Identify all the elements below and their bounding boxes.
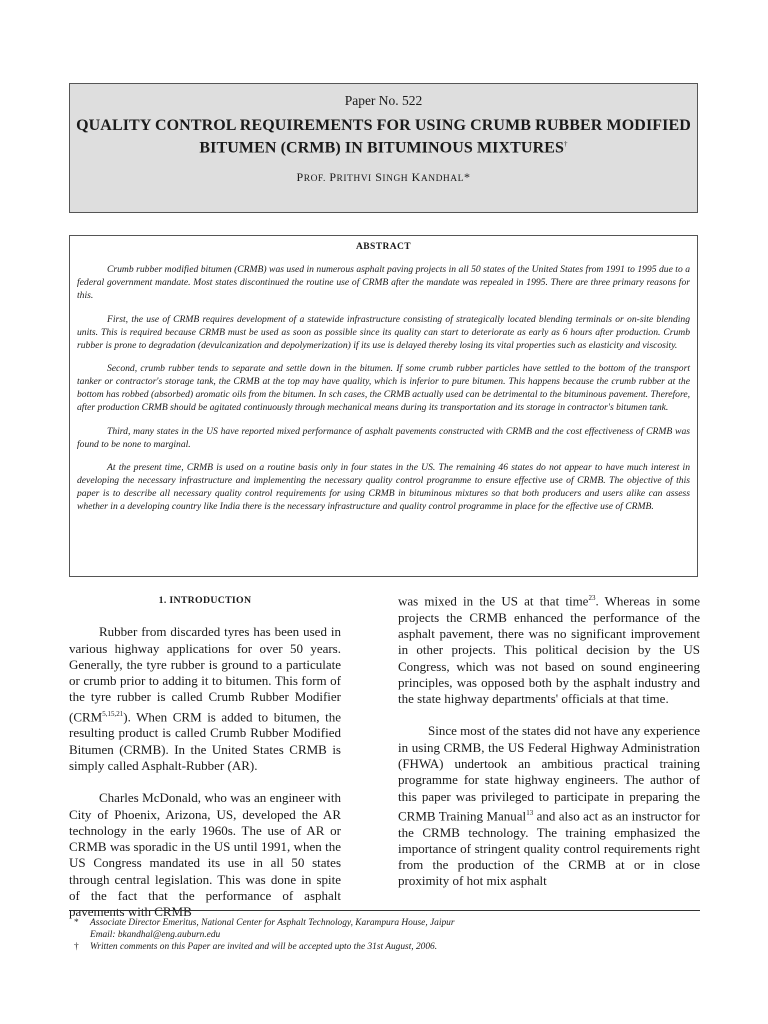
title-block [69,83,698,213]
author-middle-rest: INGH [382,174,409,185]
footnote-author [74,918,694,930]
intro-paragraph-4-text-b: and also act as an instructor for the CRMB technology. The training emphasized the importance of stringent quality control requirements right from the production of the CRMB at or in close proximity of hot mix asphalt [398,808,700,889]
abstract-paragraph-4: Third, many states in the US have reported mixed performance of asphalt pavements constructed with CRMB and the cost effectiveness of CRMB was found to be none to marginal. [77,425,690,450]
abstract-box [69,235,698,577]
section-heading-introduction: 1. INTRODUCTION [158,595,252,606]
abstract-paragraph-2: First, the use of CRMB requires development of a statewide infrastructure consisting of strategically located blending terminals or on-site blending units. This is required because CRMB must be used as soon as possible since its quality can start to deteriorate as early as 6 hours after production. Crumb rubber is prone to degradation (devulcanization and depolymerization) if its use is delayed thereby losing its vital properties such as elasticity and viscosity. [77,313,690,351]
author-first-initial: P [329,170,337,185]
author-line [70,170,697,185]
intro-paragraph-4-text-a: Since most of the states did not have any experience in using CRMB, the US Federal Highway Administration (FHWA) undertook an ambitious practical training programme for state highway engineers. The author of this paper was privileged to participate in preparing the CRMB Training Manual [398,723,700,824]
right-column [398,590,700,906]
abstract-heading: ABSTRACT [356,242,411,252]
footnote-mark-asterisk: * [74,918,79,928]
footnotes [74,918,694,953]
intro-paragraph-4 [398,723,700,889]
footnote-affiliation: Associate Director Emeritus, National Center for Asphalt Technology, Karampura House, Jaipur [90,918,455,928]
author-last-initial: K [411,170,421,185]
intro-paragraph-3 [398,590,700,707]
intro-paragraph-1-text-b: ). When CRM is added to bitumen, the resulting product is called Crumb Rubber Modified Bitumen (CRMB). In the United States CRMB is simply called Asphalt-Rubber (AR). [69,709,341,773]
author-footnote-mark: * [463,170,471,185]
footnote-email: Email: bkandhal@eng.auburn.edu [90,929,221,940]
footnote-comments [74,942,694,954]
author-prefix-rest: ROF. [303,174,326,185]
abstract-paragraph-5: At the present time, CRMB is used on a routine basis only in four states in the US. The remaining 46 states do not appear to have much interest in developing the necessary infrastructure and implementing the necessary quality control programme to ensure effective use of CRMB. The objective of this paper is to describe all necessary quality control requirements for using CRMB in bituminous mixtures so that both producers and users alike can assess whether in a developing country like India there is the necessary infrastructure and quality control programme in place for the effective use of CRMB. [77,462,690,512]
left-column [69,590,341,937]
intro-paragraph-1-text-a: Rubber from discarded tyres has been used in various highway applications for over 50 years. Generally, the tyre rubber is ground to a particulate or crumb prior to adding it to bitumen. This form of the tyre rubber is called Crumb Rubber Modifier (CRM [69,624,341,725]
abstract-paragraph-3: Second, crumb rubber tends to separate and settle down in the bitumen. If some crumb rubber particles have settled to the bottom of the transport tanker or contractor's storage tank, the CRMB at the top may have quality, which is inferior to pure bitumen. This happens because the crumb rubber at the bottom has robbed (absorbed) aromatic oils from the bitumen. In sch cases, the CRMB actually used can be detrimental to the bituminous pavement. Therefore, after production CRMB should be agitated continuously through mechanical means during its transportation and its storage in contractor's bitumen tank. [77,363,690,413]
footnote-comments-text: Written comments on this Paper are invited and will be accepted upto the 31st August, 2006. [90,941,438,952]
intro-paragraph-3-text-a: was mixed in the US at that time [398,593,589,609]
citation-ref: 23 [588,594,596,602]
footnote-divider [69,910,700,911]
intro-paragraph-3-text-b: . Whereas in some projects the CRMB enhanced the performance of the asphalt pavement, there was no significant improvement in other projects. This political decision by the US Congress, which was not based on sound engineering principles, was opposed both by the asphalt industry and the state highway departments' officials at that time. [398,593,700,707]
citation-ref: 5,15,21 [102,709,124,718]
author-last-rest: ANDHAL [420,174,464,185]
author-first-rest: RITHVI [336,174,372,185]
author-middle-initial: S [375,170,383,185]
title-footnote-mark: † [564,140,568,148]
intro-paragraph-2: Charles McDonald, who was an engineer with City of Phoenix, Arizona, US, developed the AR technology in the early 1960s. The use of AR or CRMB was sporadic in the US until 1991, when the US Congress mandated its use in all 50 states through central legislation. This was done in spite of the fact that the performance of asphalt pavements with CRMB [69,790,341,920]
paper-number: Paper No. 522 [344,93,423,108]
abstract-paragraph-1: Crumb rubber modified bitumen (CRMB) was used in numerous asphalt paving projects in all 50 states of the United States from 1991 to 1995 due to a federal government mandate. Most states discontinued the routine use of CRMB after the mandate was repealed in 1995. There are three primary reasons for this. [77,264,690,301]
paper-title-text: QUALITY CONTROL REQUIREMENTS FOR USING CRUMB RUBBER MODIFIED BITUMEN (CRMB) IN BITUMINOUS MIXTURES [76,117,691,157]
footnote-mark-dagger: † [74,941,79,952]
author-prefix-initial: P [296,170,304,185]
intro-paragraph-1 [69,624,341,774]
citation-ref: 13 [526,808,534,817]
paper-title [70,116,697,157]
